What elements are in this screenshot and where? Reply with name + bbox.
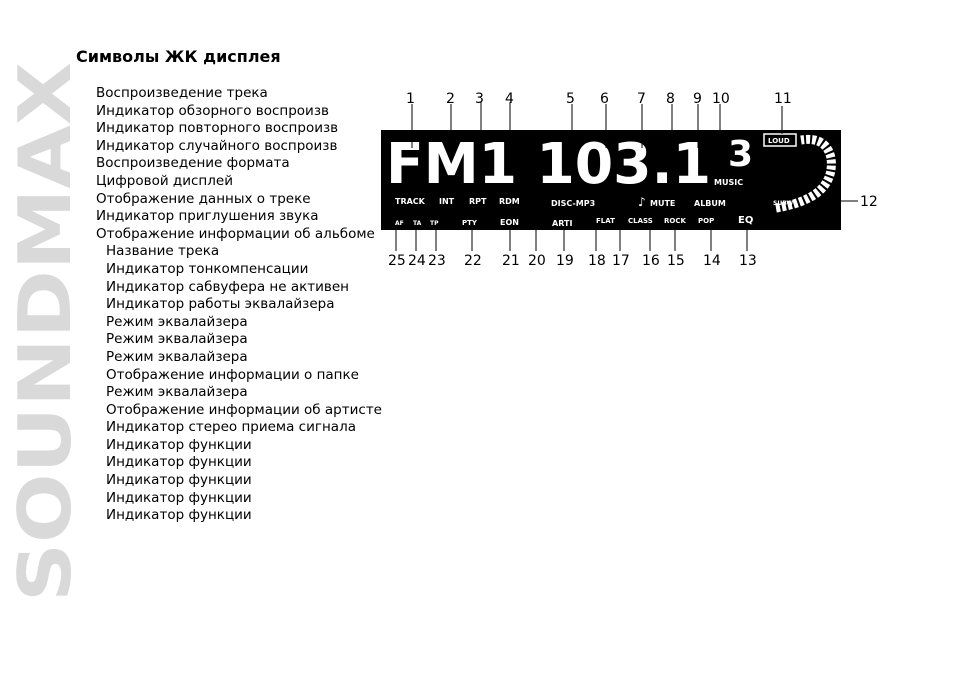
lcd-label-rpt: RPT [469,197,487,206]
lcd-label-album: ALBUM [694,199,726,208]
lcd-label-ta: TA [413,220,422,227]
lcd-label-rock: ROCK [664,217,686,225]
lcd-label-pop: POP [698,217,715,225]
callout-13: 13 [739,253,757,269]
symbol-list [96,85,382,525]
callout-1: 1 [406,91,415,107]
list-item: Индикатор функции [106,507,252,524]
list-item: Отображение информации о папке [106,366,359,383]
lcd-label-flat: FLAT [596,217,615,225]
callout-25: 25 [388,253,406,269]
callout-3: 3 [475,91,484,107]
list-item: Воспроизведение формата [96,155,290,172]
lcd-digit: 3 [728,134,754,175]
lcd-label-track: TRACK [395,197,425,206]
list-item: Индикатор функции [106,472,252,489]
lcd-label-subw: SUBW [773,200,794,207]
callout-23: 23 [428,253,446,269]
callout-17: 17 [612,253,630,269]
list-item: Отображение информации об альбоме [96,225,375,242]
callout-5: 5 [566,91,575,107]
callout-10: 10 [712,91,730,107]
list-item: Индикатор повторного воспроизв [96,120,339,137]
list-item: Индикатор обзорного воспроизв [96,102,329,119]
svg-text:♪: ♪ [638,195,646,209]
callout-6: 6 [600,91,609,107]
callout-11: 11 [774,91,792,107]
lcd-label-pty: PTY [462,219,477,227]
list-item: Индикатор функции [106,436,252,453]
page-title: Символы ЖК дисплея [76,47,281,66]
list-item: Название трека [106,243,220,260]
list-item: Режим эквалайзера [106,331,248,348]
lcd-figure [376,88,880,270]
lcd-label-af: AF [395,220,404,227]
lcd-label-int: INT [439,197,455,206]
lcd-label-arti: ARTI [552,219,573,228]
list-item: Режим эквалайзера [106,348,248,365]
lcd-label-mute: MUTE [650,199,676,208]
lcd-label-music: MUSIC [714,178,744,187]
lcd-label-rdm: RDM [499,197,520,206]
list-item: Индикатор приглушения звука [96,208,319,225]
list-item: Индикатор функции [106,454,252,471]
callout-21: 21 [502,253,520,269]
callout-15: 15 [667,253,685,269]
brand-logo [3,50,87,610]
list-item: Отображение информации об артисте [106,401,382,418]
lcd-label-class: CLASS [628,217,653,225]
lcd-label-eq: EQ [738,215,754,226]
list-item: Режим эквалайзера [106,384,248,401]
callout-12: 12 [860,194,878,210]
list-item: Индикатор тонкомпенсации [106,260,309,277]
callout-8: 8 [666,91,675,107]
svg-text:SOUNDMAX: SOUNDMAX [3,127,87,602]
callout-20: 20 [528,253,546,269]
callout-22: 22 [464,253,482,269]
callout-16: 16 [642,253,660,269]
callout-24: 24 [408,253,426,269]
list-item: Индикатор функции [106,489,252,506]
callout-4: 4 [505,91,514,107]
list-item: Индикатор работы эквалайзера [106,296,335,313]
callout-19: 19 [556,253,574,269]
callout-14: 14 [703,253,721,269]
list-item: Воспроизведение трека [96,85,268,101]
list-item: Индикатор случайного воспроизв [96,137,338,154]
callout-7: 7 [637,91,646,107]
lcd-label-tp: TP [430,220,439,227]
list-item: Индикатор стерео приема сигнала [106,419,356,436]
lcd-label-disc: DISC-MP3 [551,199,596,208]
callout-18: 18 [588,253,606,269]
lcd-main-display: FM1 103.1 [386,132,711,197]
list-item: Режим эквалайзера [106,313,248,330]
callout-9: 9 [693,91,702,107]
list-item: Отображение данных о треке [96,190,311,207]
lcd-label-eon: EON [500,218,519,227]
callout-2: 2 [446,91,455,107]
list-item: Индикатор сабвуфера не активен [106,278,349,295]
lcd-label-loud: LOUD [768,137,790,145]
list-item: Цифровой дисплей [96,172,233,189]
